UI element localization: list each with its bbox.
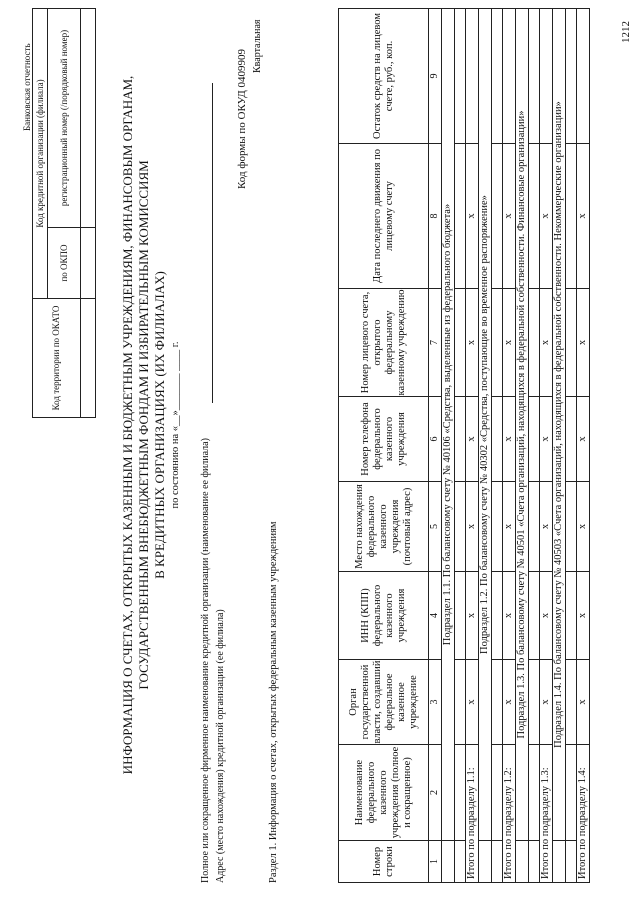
column-number: 9 bbox=[429, 9, 442, 144]
column-header: Номер лицевого счета, открытого федеральному казенному учреждению bbox=[339, 289, 429, 397]
column-number: 2 bbox=[429, 745, 442, 841]
table-cell bbox=[455, 144, 466, 289]
cross-mark: х bbox=[503, 289, 516, 397]
table-cell bbox=[566, 660, 577, 745]
table-cell bbox=[566, 745, 577, 841]
table-cell bbox=[529, 745, 540, 841]
table-cell bbox=[529, 482, 540, 572]
form-code: Код формы по ОКУД 0409909 bbox=[236, 48, 248, 189]
okpo-label: по ОКПО bbox=[48, 228, 81, 299]
column-number: 4 bbox=[429, 572, 442, 660]
title-line-3: В КРЕДИТНЫХ ОРГАНИЗАЦИЯХ (ИХ ФИЛИАЛАХ) bbox=[152, 271, 167, 579]
subsection-title: Подраздел 1.3. По балансовому счету № 40501 «Счета организаций, находящихся в федеральной собственности. Финансовые организации» bbox=[516, 9, 529, 841]
total-value-cell bbox=[577, 9, 590, 144]
table-cell bbox=[529, 144, 540, 289]
org-address-label: Адрес (место нахождения) кредитной организации (ее филиала) bbox=[215, 609, 226, 883]
okato-header-table bbox=[32, 8, 96, 418]
page-number: 1212 bbox=[620, 21, 632, 43]
cross-mark: х bbox=[466, 397, 479, 482]
subtotal-label: Итого по подразделу 1.4: bbox=[577, 745, 590, 883]
subtotal-label: Итого по подразделу 1.1: bbox=[466, 745, 479, 883]
section-title: Раздел 1. Информация о счетах, открытых федеральным казенным учреждениям bbox=[268, 521, 279, 883]
cross-mark: х bbox=[540, 482, 553, 572]
table-cell bbox=[455, 572, 466, 660]
cross-mark: х bbox=[466, 289, 479, 397]
table-cell bbox=[529, 572, 540, 660]
cross-mark: х bbox=[466, 660, 479, 745]
table-cell bbox=[516, 841, 529, 883]
subtotal-row bbox=[503, 9, 516, 883]
title-line-1: ИНФОРМАЦИЯ О СЧЕТАХ, ОТКРЫТЫХ КАЗЕННЫМ И БЮДЖЕТНЫМ УЧРЕЖДЕНИЯМ, ФИНАНСОВЫМ ОРГАНАМ, bbox=[120, 75, 135, 775]
total-value-cell bbox=[540, 9, 553, 144]
total-value-cell bbox=[503, 9, 516, 144]
table-cell bbox=[479, 841, 492, 883]
table-cell bbox=[455, 745, 466, 841]
subtotal-label: Итого по подразделу 1.2: bbox=[503, 745, 516, 883]
subsection-row bbox=[516, 9, 529, 883]
table-cell bbox=[455, 289, 466, 397]
table-cell bbox=[492, 397, 503, 482]
table-cell bbox=[566, 9, 577, 144]
table-cell bbox=[553, 841, 566, 883]
cross-mark: х bbox=[503, 397, 516, 482]
subtotal-label: Итого по подразделу 1.3: bbox=[540, 745, 553, 883]
cross-mark: х bbox=[503, 482, 516, 572]
cross-mark: х bbox=[540, 572, 553, 660]
cross-mark: х bbox=[466, 144, 479, 289]
column-numbers-row bbox=[429, 9, 442, 883]
column-header: Остаток средств на лицевом счете, руб., коп. bbox=[339, 9, 429, 144]
cross-mark: х bbox=[540, 660, 553, 745]
subsection-row bbox=[479, 9, 492, 883]
table-cell bbox=[529, 289, 540, 397]
table-cell bbox=[492, 745, 503, 841]
column-number: 7 bbox=[429, 289, 442, 397]
table-cell bbox=[529, 9, 540, 144]
cross-mark: х bbox=[577, 482, 590, 572]
org-name-underline bbox=[212, 83, 213, 403]
cross-mark: х bbox=[466, 572, 479, 660]
column-header: Дата последнего движения по лицевому счету bbox=[339, 144, 429, 289]
column-header: Номер телефона федерального казенного учреждения bbox=[339, 397, 429, 482]
subsection-row bbox=[553, 9, 566, 883]
table-cell bbox=[442, 841, 455, 883]
table-cell bbox=[492, 572, 503, 660]
cross-mark: х bbox=[503, 660, 516, 745]
column-number: 5 bbox=[429, 482, 442, 572]
column-header: Наименование федерального казенного учреждения (полное и сокращенное) bbox=[339, 745, 429, 841]
table-cell bbox=[455, 9, 466, 144]
cross-mark: х bbox=[577, 144, 590, 289]
table-cell bbox=[566, 482, 577, 572]
bank-reporting-label: Банковская отчетность bbox=[22, 43, 32, 131]
table-row bbox=[492, 9, 503, 883]
form-period: Квартальная bbox=[252, 19, 263, 73]
okato-value-cell bbox=[81, 299, 96, 418]
total-value-cell bbox=[466, 9, 479, 144]
table-row bbox=[455, 9, 466, 883]
cross-mark: х bbox=[503, 144, 516, 289]
table-cell bbox=[566, 397, 577, 482]
table-cell bbox=[566, 572, 577, 660]
table-cell bbox=[566, 289, 577, 397]
subsection-title: Подраздел 1.4. По балансовому счету № 40503 «Счета организаций, находящихся в федеральной собственности. Некоммерческие организации» bbox=[553, 9, 566, 841]
cross-mark: х bbox=[540, 397, 553, 482]
subsection-title: Подраздел 1.2. По балансовому счету № 40302 «Средства, поступающие во временное распоряжение» bbox=[479, 9, 492, 841]
table-cell bbox=[492, 144, 503, 289]
table-cell bbox=[455, 482, 466, 572]
column-header: Место нахождения федерального казенного учреждения (почтовый адрес) bbox=[339, 482, 429, 572]
title-line-2: ГОСУДАРСТВЕННЫМ ВНЕБЮДЖЕТНЫМ ФОНДАМ И ИЗБИРАТЕЛЬНЫМ КОМИССИЯМ bbox=[136, 160, 151, 690]
table-cell bbox=[492, 841, 503, 883]
okato-label: Код территории по ОКАТО bbox=[33, 299, 81, 418]
column-header: Орган государственной власти, создавший федеральное казенное учреждение bbox=[339, 660, 429, 745]
cross-mark: х bbox=[466, 482, 479, 572]
table-cell bbox=[566, 144, 577, 289]
table-cell bbox=[455, 397, 466, 482]
cross-mark: х bbox=[577, 397, 590, 482]
column-header: Номер строки bbox=[339, 841, 429, 883]
subsection-title: Подраздел 1.1. По балансовому счету № 40106 «Средства, выделенные из федерального бюджета» bbox=[442, 9, 455, 841]
org-name-label: Полное или сокращенное фирменное наименование кредитной организации (наименование ее филиала) bbox=[200, 438, 211, 883]
table-row bbox=[529, 9, 540, 883]
okpo-value-cell bbox=[81, 228, 96, 299]
column-number: 3 bbox=[429, 660, 442, 745]
reg-number-label: регистрационный номер (/порядковый номер) bbox=[48, 9, 81, 228]
table-row bbox=[566, 9, 577, 883]
table-cell bbox=[492, 289, 503, 397]
table-cell bbox=[529, 660, 540, 745]
subtotal-row bbox=[540, 9, 553, 883]
table-cell bbox=[492, 9, 503, 144]
table-cell bbox=[455, 660, 466, 745]
subtotal-row bbox=[577, 9, 590, 883]
cross-mark: х bbox=[503, 572, 516, 660]
table-cell bbox=[529, 397, 540, 482]
table-header-row bbox=[339, 9, 429, 883]
date-line: по состоянию на «__»_______ ____ г. bbox=[170, 341, 181, 509]
reg-number-value-cell bbox=[81, 9, 96, 228]
cross-mark: х bbox=[577, 660, 590, 745]
accounts-table bbox=[338, 8, 590, 883]
table-cell bbox=[492, 482, 503, 572]
table-cell bbox=[492, 660, 503, 745]
cross-mark: х bbox=[540, 144, 553, 289]
table-cell bbox=[529, 841, 540, 883]
credit-org-code-label: Код кредитной организации (филиала) bbox=[33, 9, 48, 299]
table-cell bbox=[455, 841, 466, 883]
column-header: ИНН (КПП) федерального казенного учреждения bbox=[339, 572, 429, 660]
subtotal-row bbox=[466, 9, 479, 883]
subsection-row bbox=[442, 9, 455, 883]
cross-mark: х bbox=[577, 289, 590, 397]
cross-mark: х bbox=[577, 572, 590, 660]
column-number: 1 bbox=[429, 841, 442, 883]
cross-mark: х bbox=[540, 289, 553, 397]
table-cell bbox=[566, 841, 577, 883]
column-number: 6 bbox=[429, 397, 442, 482]
column-number: 8 bbox=[429, 144, 442, 289]
